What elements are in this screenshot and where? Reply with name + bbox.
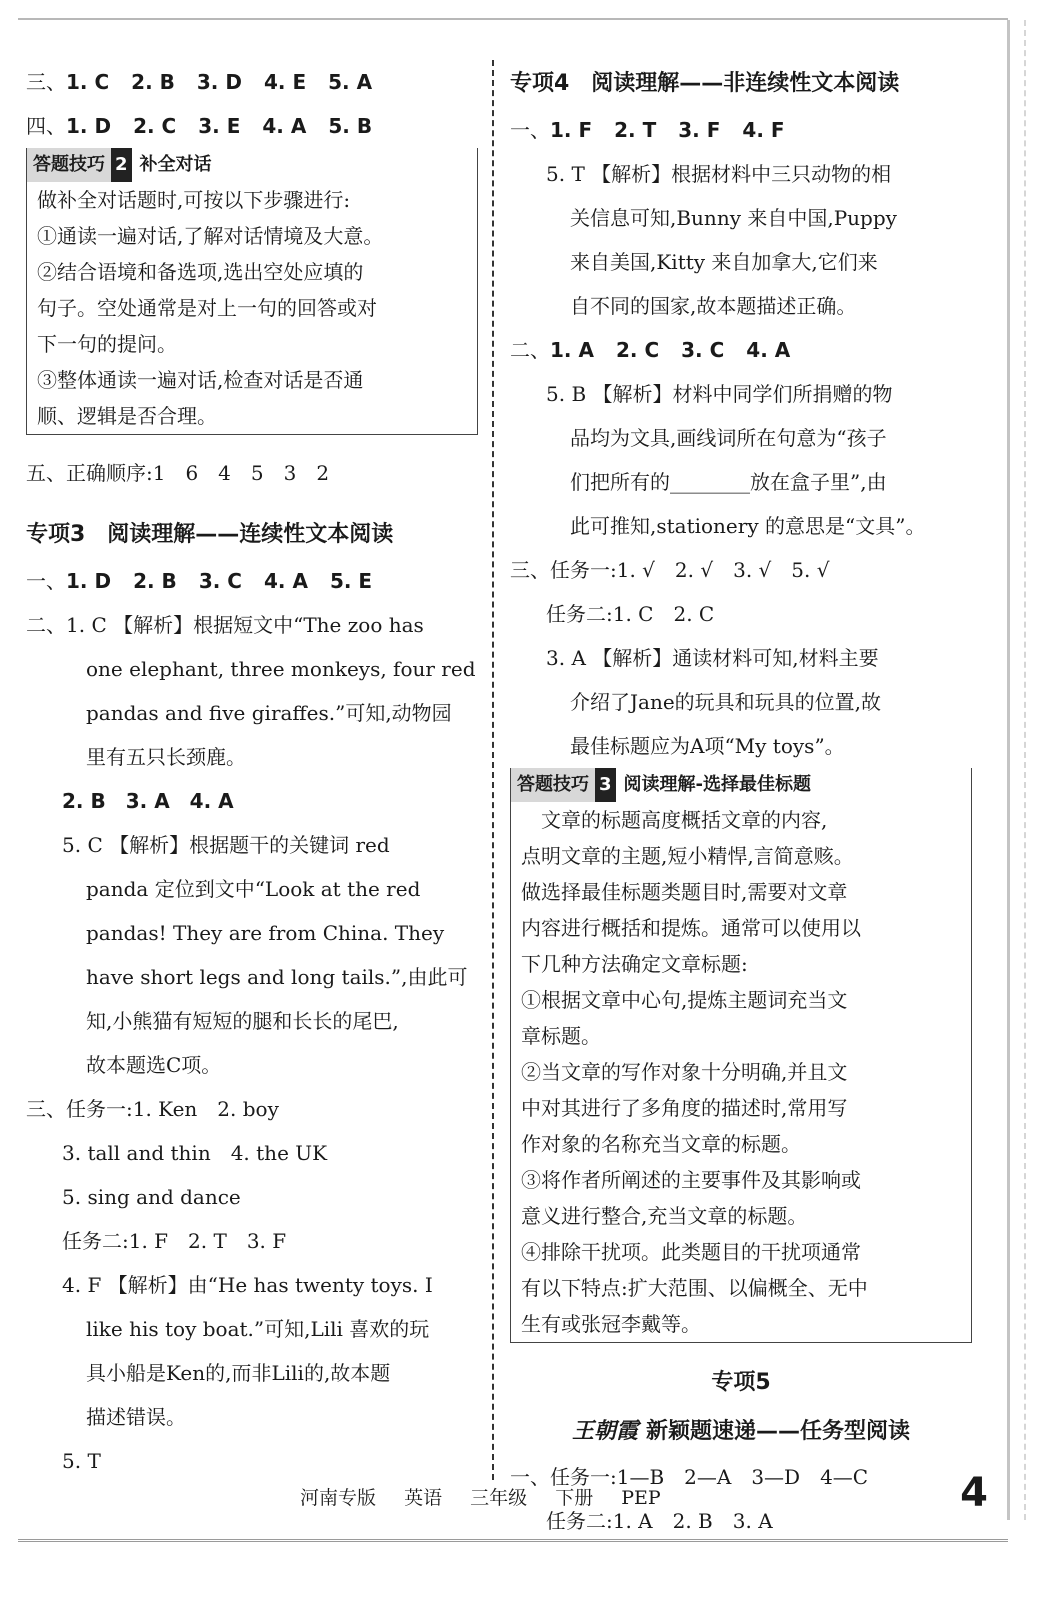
section-3-part-2-rest: 2. B 3. A 4. A	[62, 789, 234, 813]
tip-title: 补全对话	[139, 154, 212, 175]
right-column	[510, 60, 972, 1543]
text-line: 品均为文具,画线词所在句意为“孩子	[570, 426, 887, 450]
left-column	[26, 60, 478, 1483]
text-line: 顺、逻辑是否合理。	[37, 404, 217, 428]
text-line: 3. tall and thin 4. the UK	[62, 1141, 328, 1165]
section-3-q5	[26, 823, 478, 1087]
answer-item: 1. D	[66, 114, 112, 138]
tip-number: 3	[595, 768, 616, 802]
tip-header-2	[27, 148, 477, 182]
footer-region: 河南专版	[300, 1487, 377, 1509]
section-3-title: 专项3 阅读理解——连续性文本阅读	[26, 522, 394, 547]
answer-row-label: 三、	[26, 70, 66, 94]
page-number: 4	[960, 1470, 988, 1516]
text-line: 描述错误。	[86, 1405, 186, 1429]
tip-number: 2	[111, 148, 132, 182]
text-line: ③将作者所阐述的主要事件及其影响或	[521, 1168, 861, 1192]
section-5-subtitle: 新颖题速递——任务型阅读	[646, 1419, 911, 1444]
text-line: 作对象的名称充当文章的标题。	[521, 1132, 801, 1156]
footer-volume: 下册	[555, 1487, 594, 1509]
answer-item: 1. D	[66, 569, 112, 593]
text-line: 故本题选C项。	[86, 1053, 222, 1077]
text-line: have short legs and long tails.”,由此可	[86, 965, 468, 989]
text-line: pandas! They are from China. They	[86, 921, 445, 945]
answer-item: 2. B	[131, 70, 175, 94]
tip-badge: 答题技巧	[27, 148, 111, 182]
text-line: 们把所有的________放在盒子里”,由	[570, 470, 887, 494]
text-line: 5. B 【解析】材料中同学们所捐赠的物	[546, 382, 893, 406]
brand-logo: 王朝霞	[571, 1418, 638, 1444]
answer-item: 3. D	[196, 70, 242, 94]
footer-edition: PEP	[621, 1487, 661, 1509]
text-line: 内容进行概括和提炼。通常可以使用以	[521, 916, 861, 940]
tip-badge: 答题技巧	[511, 768, 595, 802]
answer-item: 2. B	[133, 569, 177, 593]
answer-row	[26, 559, 478, 603]
text-line: ④排除干扰项。此类题目的干扰项通常	[521, 1240, 861, 1264]
text-line: 5. sing and dance	[62, 1185, 241, 1209]
answer-item: 1. A	[550, 338, 594, 362]
text-line: 任务二:1. A 2. B 3. A	[546, 1509, 773, 1533]
text-line: 有以下特点:扩大范围、以偏概全、无中	[521, 1276, 868, 1300]
section-4-part-3	[510, 548, 972, 636]
text-line: 做补全对话题时,可按以下步骤进行:	[37, 188, 351, 212]
section-3-part-1	[26, 559, 478, 603]
text-line: 5. T 【解析】根据材料中三只动物的相	[546, 162, 892, 186]
text-line: 下一句的提问。	[37, 332, 177, 356]
section-5-subtitle-row	[510, 1407, 972, 1455]
answer-item: 4. A	[746, 338, 791, 362]
page-edge-top	[18, 6, 1008, 20]
text-line: panda 定位到文中“Look at the red	[86, 877, 421, 901]
text-line: 二、1. C 【解析】根据短文中“The zoo has	[26, 613, 424, 637]
answer-item: 3. C	[198, 569, 242, 593]
answer-item: 5. B	[328, 114, 373, 138]
text-line: 知,小熊猫有短短的腿和长长的尾巴,	[86, 1009, 399, 1033]
text-line: 一、任务一:1—B 2—A 3—D 4—C	[510, 1465, 869, 1489]
text-line: 此可推知,stationery 的意思是“文具”。	[570, 514, 926, 538]
answer-row	[26, 60, 478, 104]
text-line: 里有五只长颈鹿。	[86, 745, 246, 769]
tip-body-2	[27, 182, 477, 434]
answer-item: 3. C	[681, 338, 725, 362]
text-line: 任务二:1. F 2. T 3. F	[62, 1229, 287, 1253]
text-line: 具小船是Ken的,而非Lili的,故本题	[86, 1361, 391, 1385]
text-line: 章标题。	[521, 1024, 601, 1048]
text-line: ①根据文章中心句,提炼主题词充当文	[521, 988, 848, 1012]
answer-item: 4. A	[262, 114, 307, 138]
text-line: like his toy boat.”可知,Lili 喜欢的玩	[86, 1317, 430, 1341]
text-line: 关信息可知,Bunny 来自中国,Puppy	[570, 206, 897, 230]
section-4-part-2	[510, 328, 972, 372]
tip-header-3	[511, 768, 971, 802]
footer-subject: 英语	[404, 1487, 443, 1509]
text-line: 句子。空处通常是对上一句的回答或对	[37, 296, 377, 320]
section-3-q4	[26, 1263, 478, 1439]
text-line: 3. A 【解析】通读材料可知,材料主要	[546, 646, 879, 670]
answer-item: 4. A	[263, 569, 308, 593]
section-4-q3a	[510, 636, 972, 768]
footer	[300, 1480, 683, 1516]
answer-item: 2. T	[614, 118, 657, 142]
section-3-part-3	[26, 1087, 478, 1263]
section-5-title: 专项5	[711, 1370, 771, 1395]
text-line: ②结合语境和备选项,选出空处应填的	[37, 260, 364, 284]
tip-box-3	[510, 768, 972, 1343]
column-divider	[492, 60, 494, 1480]
answer-item: 1. C	[66, 70, 110, 94]
section-3-last: 5. T	[62, 1449, 101, 1473]
section-4-q5b	[510, 372, 972, 548]
answer-item: 5. E	[329, 569, 373, 593]
text-line: 三、任务一:1. √ 2. √ 3. √ 5. √	[510, 558, 830, 582]
footer-grade: 三年级	[470, 1487, 528, 1509]
answer-item: 3. E	[198, 114, 241, 138]
text-line: 文章的标题高度概括文章的内容,	[521, 808, 828, 832]
tip-body-3	[511, 802, 971, 1342]
text-line: 任务二:1. C 2. C	[546, 602, 715, 626]
answer-row	[510, 328, 972, 372]
answer-item: 4. F	[742, 118, 785, 142]
text-line: one elephant, three monkeys, four red	[86, 657, 476, 681]
text-line: 5. C 【解析】根据题干的关键词 red	[62, 833, 390, 857]
text-line: ②当文章的写作对象十分明确,并且文	[521, 1060, 848, 1084]
answer-row-label: 四、	[26, 114, 66, 138]
answer-item: 1. F	[550, 118, 593, 142]
text-line: pandas and five giraffes.”可知,动物园	[86, 701, 452, 725]
section-4-title: 专项4 阅读理解——非连续性文本阅读	[510, 71, 900, 96]
answer-item: 2. C	[133, 114, 177, 138]
section-4-q5	[510, 152, 972, 328]
text-line: 介绍了Jane的玩具和玩具的位置,故	[570, 690, 882, 714]
text-line: 下几种方法确定文章标题:	[521, 952, 748, 976]
answer-row-label: 一、	[26, 569, 66, 593]
section-4-part-1	[510, 108, 972, 152]
text-line: 中对其进行了多角度的描述时,常用写	[521, 1096, 848, 1120]
text-line: 来自美国,Kitty 来自加拿大,它们来	[570, 250, 878, 274]
page-edge-right	[1007, 20, 1026, 1520]
text-line: 最佳标题应为A项“My toys”。	[570, 734, 845, 758]
answer-item: 5. A	[328, 70, 373, 94]
tip-box-2	[26, 148, 478, 435]
text-line: ①通读一遍对话,了解对话情境及大意。	[37, 224, 384, 248]
section-3-part-2	[26, 603, 478, 779]
answer-item: 3. F	[678, 118, 721, 142]
text-line: 做选择最佳标题类题目时,需要对文章	[521, 880, 848, 904]
text-line: 自不同的国家,故本题描述正确。	[570, 294, 857, 318]
answer-row	[26, 104, 478, 148]
text-line: 生有或张冠李戴等。	[521, 1312, 701, 1336]
text-line: 三、任务一:1. Ken 2. boy	[26, 1097, 279, 1121]
answer-item: 4. E	[263, 70, 307, 94]
order-answer: 五、正确顺序:1 6 4 5 3 2	[26, 461, 330, 485]
text-line: 4. F 【解析】由“He has twenty toys. I	[62, 1273, 433, 1297]
text-line: 点明文章的主题,短小精悍,言简意赅。	[521, 844, 854, 868]
answer-row-label: 一、	[510, 118, 550, 142]
answer-row	[510, 108, 972, 152]
answer-row-label: 二、	[510, 338, 550, 362]
answer-item: 2. C	[615, 338, 660, 362]
text-line: 意义进行整合,充当文章的标题。	[521, 1204, 808, 1228]
tip-title: 阅读理解-选择最佳标题	[623, 774, 812, 795]
text-line: ③整体通读一遍对话,检查对话是否通	[37, 368, 364, 392]
answer-rows-3-4	[26, 60, 478, 148]
